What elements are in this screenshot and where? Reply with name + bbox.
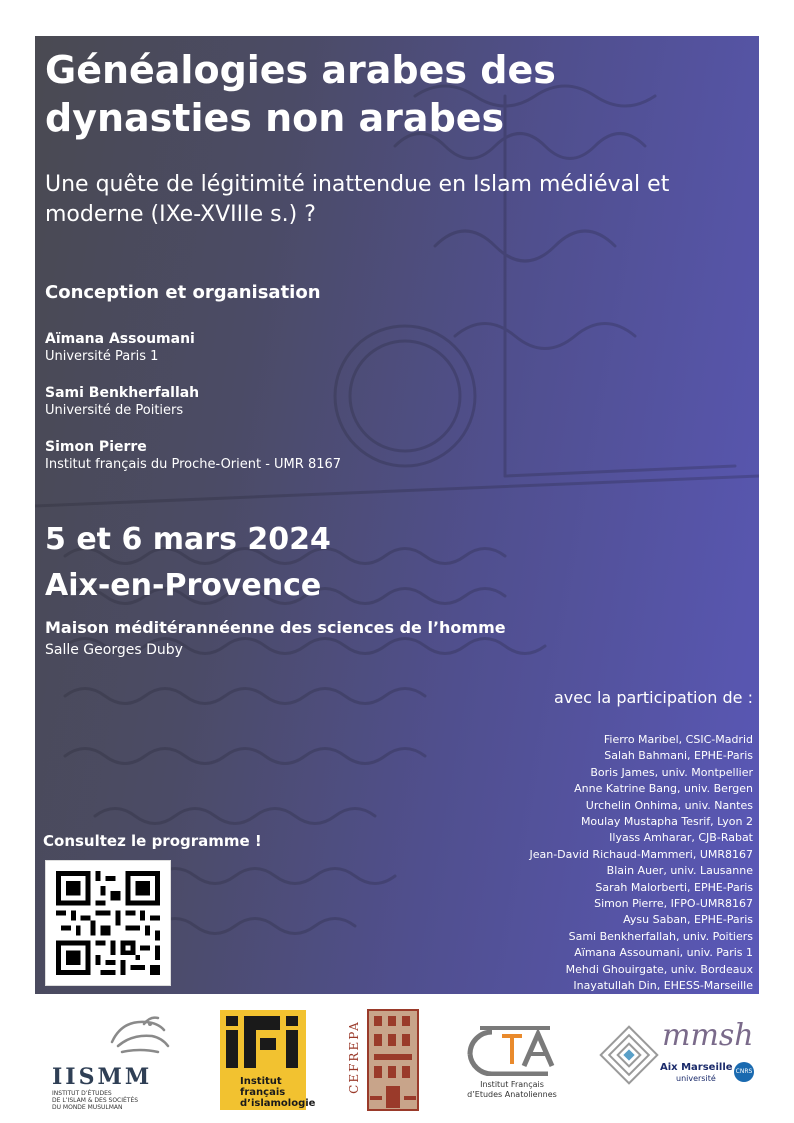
organiser-name: Aïmana Assoumani (45, 331, 195, 347)
organiser-affiliation: Université de Poitiers (45, 403, 184, 418)
iifi-logo (220, 1010, 316, 1110)
iifi-text: français (240, 1087, 286, 1098)
speaker-item: Jean-David Richaud-Mammeri, UMR8167 (529, 847, 753, 861)
speaker-item: Inayatullah Din, EHESS-Marseille (573, 979, 753, 993)
ifea-text: d’Etudes Anatoliennes (467, 1090, 557, 1099)
speaker-item: Blain Auer, univ. Lausanne (606, 864, 753, 878)
speaker-item: Ilyass Amharar, CJB-Rabat (609, 831, 753, 845)
mmsh-logo (596, 1018, 760, 1098)
event-room: Salle Georges Duby (45, 642, 183, 658)
iismm-name: IISMM (52, 1064, 153, 1090)
iismm-caption: INSTITUT D’ÉTUDES (52, 1090, 112, 1097)
cefrepa-logo (342, 1008, 422, 1112)
organiser-affiliation: Institut français du Proche-Orient - UMR 8167 (45, 457, 342, 472)
mmsh-diamond-icon (596, 1022, 662, 1088)
organiser-affiliation: Université Paris 1 (45, 349, 159, 364)
speaker-list (529, 732, 753, 994)
poster-title: Généalogies arabes des dynasties non arabes (45, 48, 556, 140)
program-qr-code[interactable] (45, 860, 171, 986)
amu-subtitle: université (676, 1074, 716, 1083)
event-city: Aix-en-Provence (45, 568, 322, 603)
iismm-logo (52, 1012, 182, 1112)
partner-logos (0, 1000, 794, 1123)
cefrepa-name: CEFREPA (347, 1020, 361, 1094)
event-venue: Maison méditérannéenne des sciences de l’homme (45, 618, 506, 637)
program-cta: Consultez le programme ! (43, 832, 262, 850)
speaker-item: Simon Pierre, IFPO-UMR8167 (594, 897, 753, 911)
poster-panel (35, 36, 759, 994)
ifea-logo (462, 1014, 562, 1110)
speaker-item: Moulay Mustapha Tesrif, Lyon 2 (580, 815, 753, 829)
organiser-name: Sami Benkherfallah (45, 385, 200, 401)
building-icon (366, 1008, 420, 1112)
organiser (45, 384, 545, 419)
event-date: 5 et 6 mars 2024 (45, 522, 331, 557)
ifea-mark-text: IFEA (462, 1014, 465, 1015)
speaker-item: Mehdi Ghouirgate, univ. Bordeaux (565, 962, 753, 976)
speaker-item: Fierro Maribel, CSIC-Madrid (603, 733, 753, 746)
speaker-item: Urchelin Onhima, univ. Nantes (585, 798, 753, 812)
amu-name: Aix Marseille (660, 1062, 733, 1073)
iifi-text: d’islamologie (240, 1098, 316, 1109)
speaker-item: Anne Katrine Bang, univ. Bergen (574, 782, 753, 796)
iifi-text: Institut (240, 1076, 282, 1087)
mmsh-name: mmsh (662, 1018, 754, 1053)
iismm-caption: DE L’ISLAM & DES SOCIÉTÉS (52, 1097, 139, 1104)
speaker-item: Boris James, univ. Montpellier (590, 765, 753, 779)
ifea-mark-icon (462, 1014, 562, 1076)
cnrs-text: CNRS (735, 1068, 753, 1075)
bird-icon (52, 1012, 182, 1060)
organiser-name: Simon Pierre (45, 439, 147, 455)
speaker-item: Aïmana Assoumani, univ. Paris 1 (574, 946, 753, 960)
iifi-mark-icon (220, 1010, 306, 1072)
speaker-item: Sarah Malorberti, EPHE-Paris (595, 880, 753, 894)
qr-code-icon (46, 861, 170, 985)
speaker-item: Salah Bahmani, EPHE-Paris (604, 749, 753, 763)
cnrs-badge (734, 1062, 754, 1082)
participation-heading: avec la participation de : (553, 688, 753, 707)
poster-subtitle: Une quête de légitimité inattendue en Islam médiéval et moderne (IXe-XVIIIe s.) ? (45, 172, 670, 227)
speaker-item: Sami Benkherfallah, univ. Poitiers (568, 929, 753, 943)
organiser (45, 330, 545, 365)
organiser (45, 438, 545, 473)
speaker-item: Aysu Saban, EPHE-Paris (623, 913, 753, 927)
iismm-caption: DU MONDE MUSULMAN (52, 1104, 123, 1111)
organisation-heading: Conception et organisation (45, 282, 321, 303)
ifea-text: Institut Français (480, 1080, 544, 1089)
